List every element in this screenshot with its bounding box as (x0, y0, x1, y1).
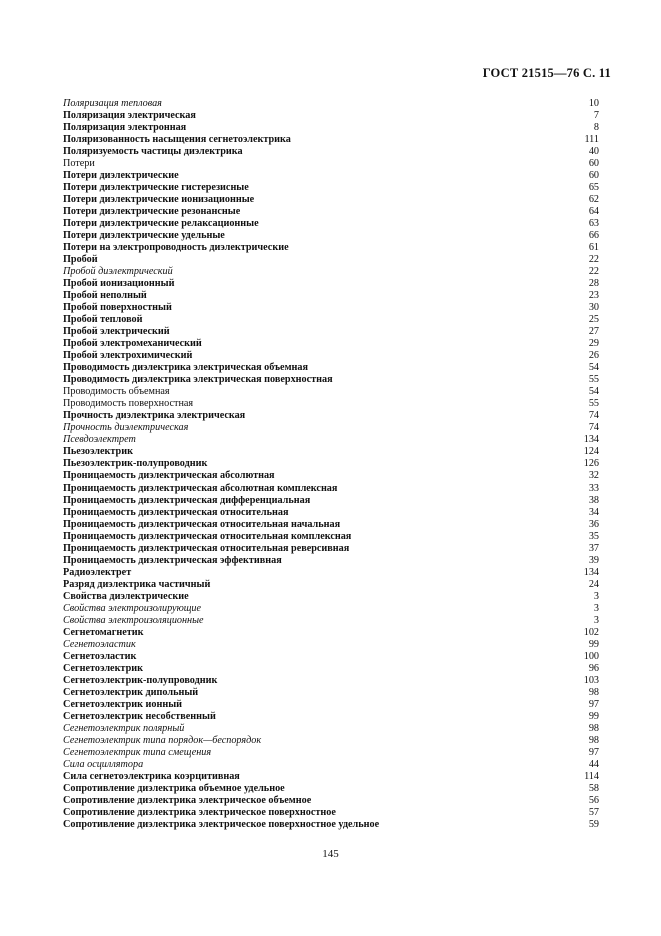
index-entry (63, 567, 599, 579)
index-term: Потери (63, 158, 95, 170)
index-entry (63, 651, 599, 663)
index-page-number: 56 (588, 794, 599, 806)
index-term: Потери диэлектрические удельные (63, 230, 225, 242)
index-term: Потери диэлектрические ионизационные (63, 194, 255, 206)
index-term: Сила сегнетоэлектрика коэрцитивная (63, 770, 240, 782)
index-page-number: 60 (588, 170, 599, 182)
index-entry (63, 302, 599, 314)
index-term: Поляризуемость частицы диэлектрика (63, 146, 243, 158)
index-term: Сегнетоэластик (63, 638, 136, 650)
index-page-number: 99 (588, 638, 599, 650)
index-page-number: 37 (588, 542, 599, 554)
index-entry (63, 819, 599, 831)
index-term: Проницаемость диэлектрическая абсолютная (63, 470, 275, 482)
index-term: Сегнетоэластик (63, 650, 137, 662)
index-entry (63, 254, 599, 266)
index-term: Сопротивление диэлектрика электрическое поверхностное удельное (63, 818, 380, 830)
index-page-number: 103 (583, 674, 599, 686)
index-entry (63, 783, 599, 795)
index-page-number: 98 (588, 734, 599, 746)
index-entry (63, 362, 599, 374)
index-page-number: 32 (588, 470, 599, 482)
index-entry (63, 98, 599, 110)
index-page-number: 54 (588, 362, 599, 374)
index-entry (63, 314, 599, 326)
index-term: Потери диэлектрические релаксационные (63, 218, 259, 230)
index-page-number: 60 (588, 158, 599, 170)
index-entry (63, 531, 599, 543)
index-term: Свойства диэлектрические (63, 590, 189, 602)
index-page-number: 35 (588, 530, 599, 542)
index-page-number: 98 (588, 722, 599, 734)
index-term: Сегнетоэлектрик (63, 662, 143, 674)
index-term: Пробой тепловой (63, 314, 143, 326)
index-page-number: 3 (593, 602, 599, 614)
index-entry (63, 170, 599, 182)
index-entry (63, 242, 599, 254)
index-term: Пьезоэлектрик (63, 446, 133, 458)
index-page-number: 58 (588, 782, 599, 794)
index-entry (63, 723, 599, 735)
index-page-number: 124 (583, 446, 599, 458)
index-entry (63, 663, 599, 675)
index-term: Сегнетоэлектрик типа смещения (63, 746, 212, 758)
index-page-number: 7 (593, 110, 599, 122)
index-term: Сегнетоэлектрик полярный (63, 722, 185, 734)
index-page-number: 96 (588, 662, 599, 674)
index-entry (63, 194, 599, 206)
index-entry (63, 483, 599, 495)
index-page-number: 3 (593, 590, 599, 602)
index-page-number: 40 (588, 146, 599, 158)
index-entry (63, 410, 599, 422)
index-term: Пробой ионизационный (63, 278, 175, 290)
index-term: Разряд диэлектрика частичный (63, 578, 211, 590)
index-entry (63, 735, 599, 747)
index-page-number: 111 (584, 134, 599, 146)
index-entry (63, 458, 599, 470)
index-entry (63, 422, 599, 434)
index-page-number: 100 (583, 650, 599, 662)
index-entry (63, 591, 599, 603)
index-entry (63, 266, 599, 278)
index-term: Поляризованность насыщения сегнетоэлектрика (63, 134, 291, 146)
index-entry (63, 519, 599, 531)
index-entry (63, 386, 599, 398)
index-term: Сегнетоэлектрик дипольный (63, 686, 199, 698)
index-term: Проницаемость диэлектрическая абсолютная комплексная (63, 482, 338, 494)
index-entry (63, 398, 599, 410)
index-page-number: 29 (588, 338, 599, 350)
index-page-number: 44 (588, 758, 599, 770)
index-page-number: 54 (588, 386, 599, 398)
index-entry (63, 627, 599, 639)
index-page-number: 33 (588, 482, 599, 494)
index-entry (63, 374, 599, 386)
index-entry (63, 326, 599, 338)
index-page-number: 57 (588, 806, 599, 818)
index-page-number: 64 (588, 206, 599, 218)
index-entry (63, 675, 599, 687)
index-entry (63, 639, 599, 651)
index-entry (63, 771, 599, 783)
index-page-number: 22 (588, 266, 599, 278)
index-term: Потери диэлектрические гистерезисные (63, 182, 249, 194)
index-page-number: 99 (588, 710, 599, 722)
index-page-number: 61 (588, 242, 599, 254)
index-page-number: 26 (588, 350, 599, 362)
index-page-number: 10 (588, 98, 599, 109)
index-page-number: 8 (593, 122, 599, 134)
index-page-number: 55 (588, 398, 599, 410)
index-term: Проницаемость диэлектрическая дифференциальная (63, 494, 311, 506)
index-entry (63, 434, 599, 446)
index-page-number: 34 (588, 506, 599, 518)
index-term: Потери на электропроводность диэлектрические (63, 242, 289, 254)
index-entry (63, 603, 599, 615)
index-term: Пьезоэлектрик-полупроводник (63, 458, 208, 470)
index-entry (63, 711, 599, 723)
index-page-number: 55 (588, 374, 599, 386)
index-entry (63, 278, 599, 290)
index-page-number: 66 (588, 230, 599, 242)
index-term: Сегнетомагнетик (63, 626, 144, 638)
index-term: Проницаемость диэлектрическая эффективная (63, 554, 282, 566)
index-entry (63, 699, 599, 711)
index-term: Проводимость поверхностная (63, 398, 194, 410)
index-page-number: 59 (588, 818, 599, 830)
index-page-number: 102 (583, 626, 599, 638)
index-entry (63, 218, 599, 230)
page-number: 145 (322, 848, 339, 860)
index-entry (63, 146, 599, 158)
index-term: Проводимость диэлектрика электрическая поверхностная (63, 374, 333, 386)
index-page-number: 39 (588, 554, 599, 566)
index-page-number: 74 (588, 422, 599, 434)
index-entry (63, 507, 599, 519)
index-entry (63, 206, 599, 218)
index-entry (63, 470, 599, 482)
index-page-number: 65 (588, 182, 599, 194)
index-entry (63, 290, 599, 302)
index-term: Проницаемость диэлектрическая относительная начальная (63, 518, 341, 530)
index-term: Сегнетоэлектрик типа порядок—беспорядок (63, 734, 262, 746)
index-term: Поляризация электронная (63, 122, 187, 134)
document-header: ГОСТ 21515—76 С. 11 (482, 66, 611, 80)
index-entry (63, 446, 599, 458)
index-page-number: 30 (588, 302, 599, 314)
index-term: Поляризация тепловая (63, 98, 162, 109)
index-page-number: 38 (588, 494, 599, 506)
index-term: Сопротивление диэлектрика электрическое объемное (63, 794, 312, 806)
index-term: Сегнетоэлектрик-полупроводник (63, 674, 218, 686)
index-page-number: 24 (588, 578, 599, 590)
index-term: Потери диэлектрические резонансные (63, 206, 241, 218)
index-term: Пробой (63, 254, 98, 266)
index-entry (63, 807, 599, 819)
index-entry (63, 110, 599, 122)
index-page-number: 28 (588, 278, 599, 290)
index-page-number: 36 (588, 518, 599, 530)
term-index-list (63, 98, 599, 831)
index-page-number: 126 (583, 458, 599, 470)
index-term: Псевдоэлектрет (63, 434, 136, 446)
index-entry (63, 495, 599, 507)
index-page-number: 27 (588, 326, 599, 338)
index-page-number: 98 (588, 686, 599, 698)
index-term: Проницаемость диэлектрическая относительная комплексная (63, 530, 352, 542)
index-entry (63, 615, 599, 627)
index-term: Поляризация электрическая (63, 110, 196, 122)
index-term: Свойства электроизолирующие (63, 602, 202, 614)
index-term: Пробой электрический (63, 326, 170, 338)
index-entry (63, 759, 599, 771)
index-term: Проводимость объемная (63, 386, 170, 398)
index-term: Радиоэлектрет (63, 566, 132, 578)
index-term: Сопротивление диэлектрика электрическое поверхностное (63, 806, 336, 818)
index-term: Сопротивление диэлектрика объемное удельное (63, 782, 285, 794)
index-entry (63, 350, 599, 362)
index-term: Проницаемость диэлектрическая относительная реверсивная (63, 542, 350, 554)
index-entry (63, 230, 599, 242)
index-term: Потери диэлектрические (63, 170, 179, 182)
index-entry (63, 338, 599, 350)
index-entry (63, 122, 599, 134)
index-page-number: 62 (588, 194, 599, 206)
index-term: Пробой диэлектрический (63, 266, 173, 278)
index-page-number: 3 (593, 614, 599, 626)
index-entry (63, 795, 599, 807)
index-page-number: 97 (588, 746, 599, 758)
index-entry (63, 579, 599, 591)
index-page-number: 97 (588, 698, 599, 710)
index-entry (63, 158, 599, 170)
index-term: Прочность диэлектрика электрическая (63, 410, 246, 422)
index-term: Сила осциллятора (63, 758, 144, 770)
index-term: Свойства электроизоляционные (63, 614, 204, 626)
index-entry (63, 134, 599, 146)
index-page-number: 74 (588, 410, 599, 422)
index-term: Сегнетоэлектрик несобственный (63, 710, 216, 722)
index-page-number: 63 (588, 218, 599, 230)
index-term: Пробой электрохимический (63, 350, 193, 362)
index-term: Прочность диэлектрическая (63, 422, 189, 434)
index-page-number: 134 (583, 434, 599, 446)
index-term: Проводимость диэлектрика электрическая объемная (63, 362, 308, 374)
index-entry (63, 555, 599, 567)
index-entry (63, 543, 599, 555)
index-entry (63, 182, 599, 194)
index-page-number: 22 (588, 254, 599, 266)
index-term: Пробой электромеханический (63, 338, 202, 350)
index-term: Сегнетоэлектрик ионный (63, 698, 183, 710)
index-entry (63, 687, 599, 699)
index-page-number: 114 (584, 770, 599, 782)
index-page-number: 23 (588, 290, 599, 302)
index-entry (63, 747, 599, 759)
index-term: Проницаемость диэлектрическая относительная (63, 506, 289, 518)
index-page-number: 25 (588, 314, 599, 326)
index-term: Пробой поверхностный (63, 302, 172, 314)
index-page-number: 134 (583, 566, 599, 578)
index-term: Пробой неполный (63, 290, 147, 302)
